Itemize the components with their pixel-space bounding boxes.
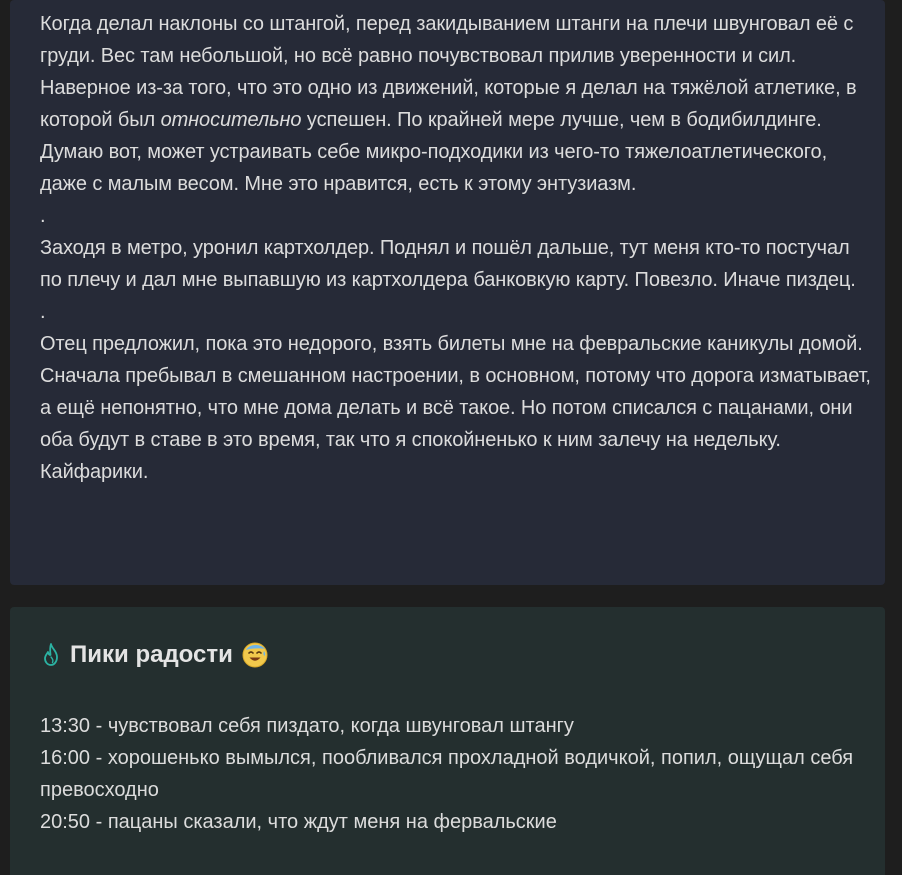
- list-item: 16:00 - хорошенько вымылся, пообливался прохладной водичкой, попил, ощущал себя превосходно: [40, 747, 854, 801]
- flame-icon: [40, 642, 62, 668]
- journal-card: [10, 0, 885, 585]
- separator-dot: .: [40, 301, 46, 323]
- peaks-heading: [40, 641, 269, 669]
- list-item: 20:50 - пацаны сказали, что ждут меня на фервальские: [40, 811, 557, 833]
- list-item: 13:30 - чувствовал себя пиздато, когда швунговал штангу: [40, 715, 574, 737]
- sweaty-happy-face-icon: [241, 641, 269, 669]
- paragraph-text: Когда делал наклоны со штангой, перед закидыванием штанги на плечи швунговал её с груди. Вес там небольшой, но всё равно почувствовал прилив уверенности и сил. Наверное из-за того, что это одно из движений, которые я делал на тяжёлой атлетике, в которой был: [40, 13, 857, 131]
- journal-paragraph-3: Отец предложил, пока это недорого, взять билеты мне на февральские каникулы домой. Сначала пребывал в смешанном настроении, в основном, потому что дорога изматывает, а ещё непонятно, что мне дома делать и всё такое. Но потом списался с пацанами, они оба будут в ставе в это время, так что я спокойненько к ним залечу на недельку. Кайфарики.: [40, 333, 871, 483]
- journal-paragraph-1: [40, 8, 875, 200]
- journal-paragraph-2: Заходя в метро, уронил картхолдер. Поднял и пошёл дальше, тут меня кто-то постучал по плечу и дал мне выпавшую из картхолдера банковкую карту. Повезло. Иначе пиздец.: [40, 237, 856, 291]
- peaks-card: [10, 607, 885, 875]
- peaks-list: [40, 710, 880, 838]
- peaks-title: Пики радости: [70, 641, 233, 668]
- emphasized-text: относительно: [160, 109, 302, 131]
- paragraph-text: успешен. По крайней мере лучше, чем в бодибилдинге. Думаю вот, может устраивать себе микро-подходики из чего-то тяжелоатлетического, даже с малым весом. Мне это нравится, есть к этому энтузиазм.: [40, 109, 828, 195]
- separator-dot: .: [40, 205, 46, 227]
